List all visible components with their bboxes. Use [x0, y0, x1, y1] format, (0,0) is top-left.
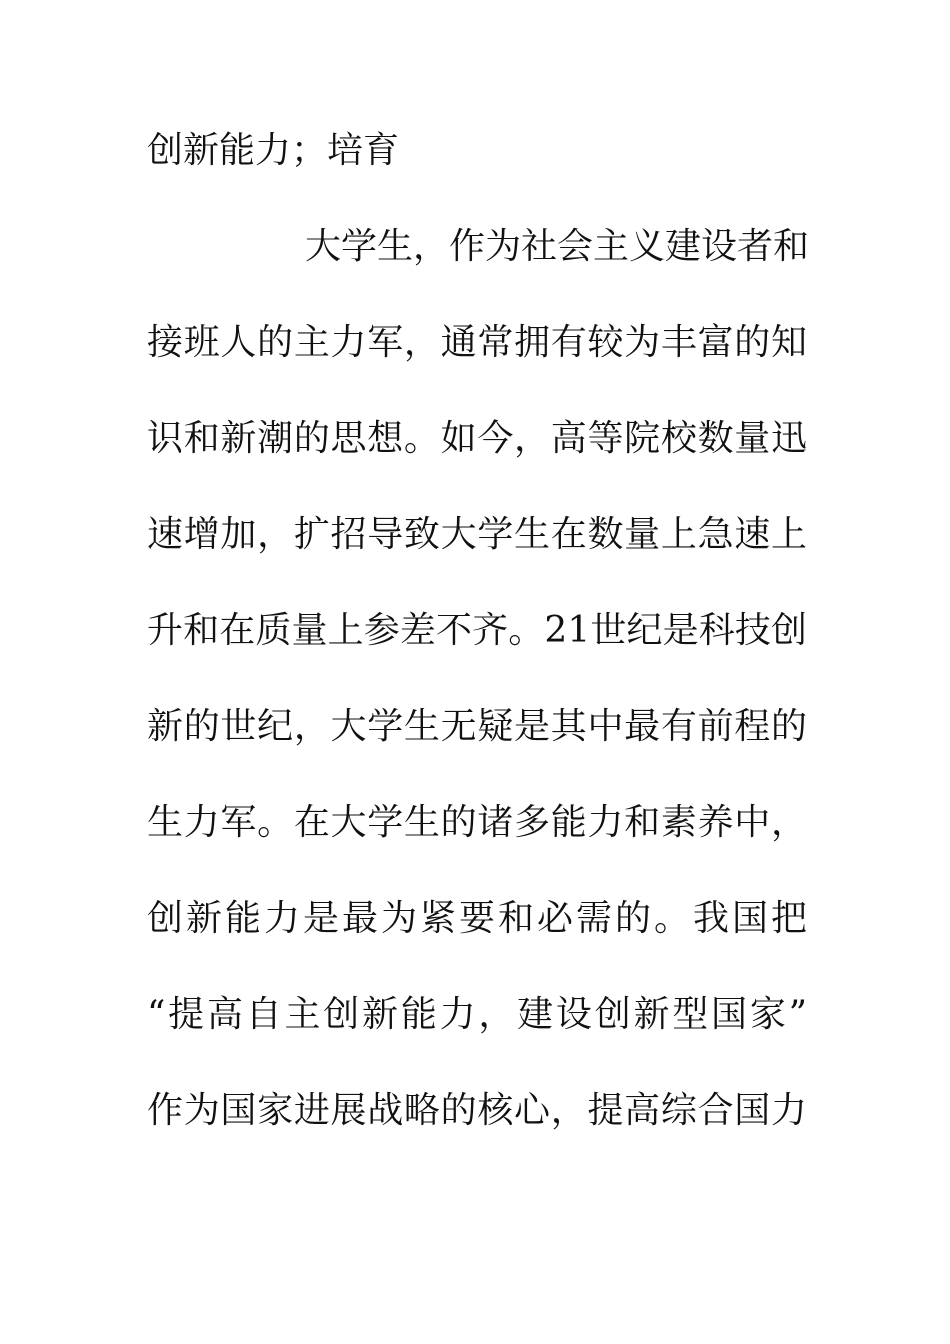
text-line: 生力军。在大学生的诸多能力和素养中， [147, 802, 807, 843]
text-line: 创新能力是最为紧要和必需的。我国把 [147, 898, 807, 939]
text-line: 大学生，作为社会主义建设者和 [305, 226, 810, 267]
text-line: 创新能力；培育 [147, 130, 400, 171]
text-line: “提高自主创新能力，建设创新型国家” [147, 994, 807, 1035]
text-line: 速增加，扩招导致大学生在数量上急速上 [147, 514, 807, 555]
text-line: 新的世纪，大学生无疑是其中最有前程的 [147, 706, 807, 747]
text-line: 接班人的主力军，通常拥有较为丰富的知 [147, 322, 807, 363]
text-line: 作为国家进展战略的核心，提高综合国力 [147, 1090, 807, 1131]
text-line: 升和在质量上参差不齐。21世纪是科技创 [147, 610, 807, 651]
body-text [147, 126, 810, 1182]
text-line: 识和新潮的思想。如今，高等院校数量迅 [147, 418, 807, 459]
